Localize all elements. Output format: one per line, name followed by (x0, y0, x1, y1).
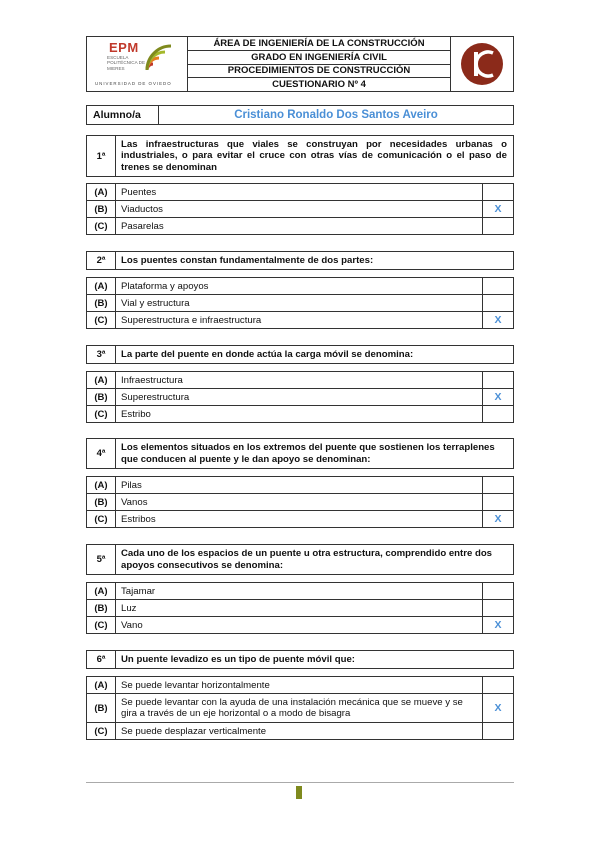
question-1-options (86, 183, 514, 235)
option-text: Luz (116, 600, 483, 616)
option-row[interactable] (87, 312, 513, 328)
answer-mark[interactable] (483, 278, 513, 294)
answer-mark[interactable] (483, 477, 513, 493)
option-text: Vial y estructura (116, 295, 483, 311)
option-letter: (A) (87, 477, 116, 493)
area-title: ÁREA DE INGENIERÍA DE LA CONSTRUCCIÓN (188, 37, 450, 51)
course-title: PROCEDIMIENTOS DE CONSTRUCCIÓN (188, 65, 450, 79)
question-3 (86, 345, 514, 364)
option-letter: (A) (87, 184, 116, 200)
answer-mark[interactable] (483, 295, 513, 311)
ic-logo (451, 37, 513, 91)
option-text: Se puede desplazar verticalmente (116, 723, 483, 739)
option-letter: (B) (87, 694, 116, 722)
question-text: Un puente levadizo es un tipo de puente móvil que: (121, 653, 356, 665)
option-letter: (C) (87, 312, 116, 328)
question-text: Las infraestructuras que viales se construyan por necesidades urbanas o industriales, o para evitar el cruce con otras vías de comunicación o el paso de trenes se denominan (121, 138, 507, 173)
question-5-options (86, 582, 514, 634)
question-5 (86, 544, 514, 575)
question-number: 2ª (87, 252, 116, 269)
epm-logo (87, 37, 188, 91)
option-text: Pasarelas (116, 218, 483, 234)
question-2 (86, 251, 514, 270)
option-row[interactable] (87, 389, 513, 406)
option-letter: (C) (87, 617, 116, 633)
option-text: Se puede levantar con la ayuda de una instalación mecánica que se mueve y se gira a través de un eje horizontal o a modo de bisagra (116, 694, 483, 722)
option-row[interactable] (87, 184, 513, 201)
option-row[interactable] (87, 295, 513, 312)
question-text: Los elementos situados en los extremos del puente que sostienen los terraplenes que conducen al puente y le dan apoyo se denominan: (121, 441, 495, 465)
quiz-title: CUESTIONARIO Nº 4 (272, 79, 366, 91)
option-text: Plataforma y apoyos (116, 278, 483, 294)
option-text: Superestructura (116, 389, 483, 405)
question-4-options (86, 476, 514, 528)
epm-school-line: POLITÉCNICA DE (107, 60, 146, 66)
option-letter: (B) (87, 201, 116, 217)
option-text: Infraestructura (116, 372, 483, 388)
footer-divider (86, 782, 514, 783)
option-row[interactable] (87, 723, 513, 739)
answer-mark[interactable] (483, 372, 513, 388)
header-titles (188, 37, 451, 91)
option-text: Puentes (116, 184, 483, 200)
answer-mark[interactable] (483, 583, 513, 599)
answer-mark[interactable] (483, 600, 513, 616)
question-6 (86, 650, 514, 669)
option-row[interactable] (87, 511, 513, 527)
student-name: Cristiano Ronaldo Dos Santos Aveiro (234, 109, 438, 121)
option-letter: (A) (87, 583, 116, 599)
epm-school-line: ESCUELA (107, 55, 129, 60)
answer-mark[interactable] (483, 218, 513, 234)
answer-mark[interactable] (483, 723, 513, 739)
question-text: Los puentes constan fundamentalmente de dos partes: (121, 254, 374, 266)
option-row[interactable] (87, 583, 513, 600)
option-text: Vano (116, 617, 483, 633)
option-letter: (A) (87, 677, 116, 693)
option-row[interactable] (87, 278, 513, 295)
epm-brand: EPM (109, 40, 139, 55)
answer-mark[interactable]: X (494, 702, 502, 714)
option-row[interactable] (87, 494, 513, 511)
question-6-options (86, 676, 514, 740)
question-1 (86, 135, 514, 177)
option-letter: (A) (87, 278, 116, 294)
option-text: Vanos (116, 494, 483, 510)
option-row[interactable] (87, 201, 513, 218)
ic-logo-icon (460, 42, 504, 86)
student-label: Alumno/a (87, 106, 159, 124)
answer-mark[interactable] (483, 677, 513, 693)
option-row[interactable] (87, 600, 513, 617)
option-text: Estribos (116, 511, 483, 527)
answer-mark[interactable]: X (494, 391, 502, 403)
answer-mark[interactable]: X (494, 203, 502, 215)
option-row[interactable] (87, 372, 513, 389)
option-row[interactable] (87, 617, 513, 633)
answer-mark[interactable]: X (494, 619, 502, 631)
option-text: Viaductos (116, 201, 483, 217)
answer-mark[interactable]: X (494, 513, 502, 525)
option-letter: (A) (87, 372, 116, 388)
option-letter: (B) (87, 494, 116, 510)
option-text: Estribo (116, 406, 483, 422)
option-letter: (B) (87, 295, 116, 311)
option-text: Superestructura e infraestructura (116, 312, 483, 328)
question-text: La parte del puente en donde actúa la carga móvil se denomina: (121, 348, 414, 360)
option-text: Pilas (116, 477, 483, 493)
question-number: 4ª (87, 439, 116, 468)
student-row (86, 105, 514, 125)
university-name: UNIVERSIDAD DE OVIEDO (95, 81, 172, 86)
question-text: Cada uno de los espacios de un puente u otra estructura, comprendido entre dos apoyos consecutivos se denomina: (121, 547, 493, 571)
answer-mark[interactable] (483, 184, 513, 200)
degree-title: GRADO EN INGENIERÍA CIVIL (188, 51, 450, 65)
question-number: 3ª (87, 346, 116, 363)
page-marker (296, 786, 302, 799)
question-number: 1ª (87, 136, 116, 176)
option-letter: (B) (87, 600, 116, 616)
question-3-options (86, 371, 514, 423)
answer-mark[interactable]: X (494, 314, 502, 326)
question-2-options (86, 277, 514, 329)
option-letter: (C) (87, 723, 116, 739)
option-letter: (C) (87, 218, 116, 234)
question-4 (86, 438, 514, 469)
option-text: Tajamar (116, 583, 483, 599)
document-header (86, 36, 514, 92)
option-row[interactable] (87, 218, 513, 234)
question-number: 5ª (87, 545, 116, 574)
option-letter: (C) (87, 406, 116, 422)
answer-mark[interactable] (483, 494, 513, 510)
option-row[interactable] (87, 677, 513, 694)
epm-school-line: MIERES (107, 65, 125, 71)
epm-school-name (107, 55, 147, 71)
option-text: Se puede levantar horizontalmente (116, 677, 483, 693)
signal-arcs-icon (143, 40, 173, 74)
option-letter: (C) (87, 511, 116, 527)
option-letter: (B) (87, 389, 116, 405)
option-row[interactable] (87, 694, 513, 723)
answer-mark[interactable] (483, 406, 513, 422)
question-number: 6ª (87, 651, 116, 668)
option-row[interactable] (87, 406, 513, 422)
option-row[interactable] (87, 477, 513, 494)
